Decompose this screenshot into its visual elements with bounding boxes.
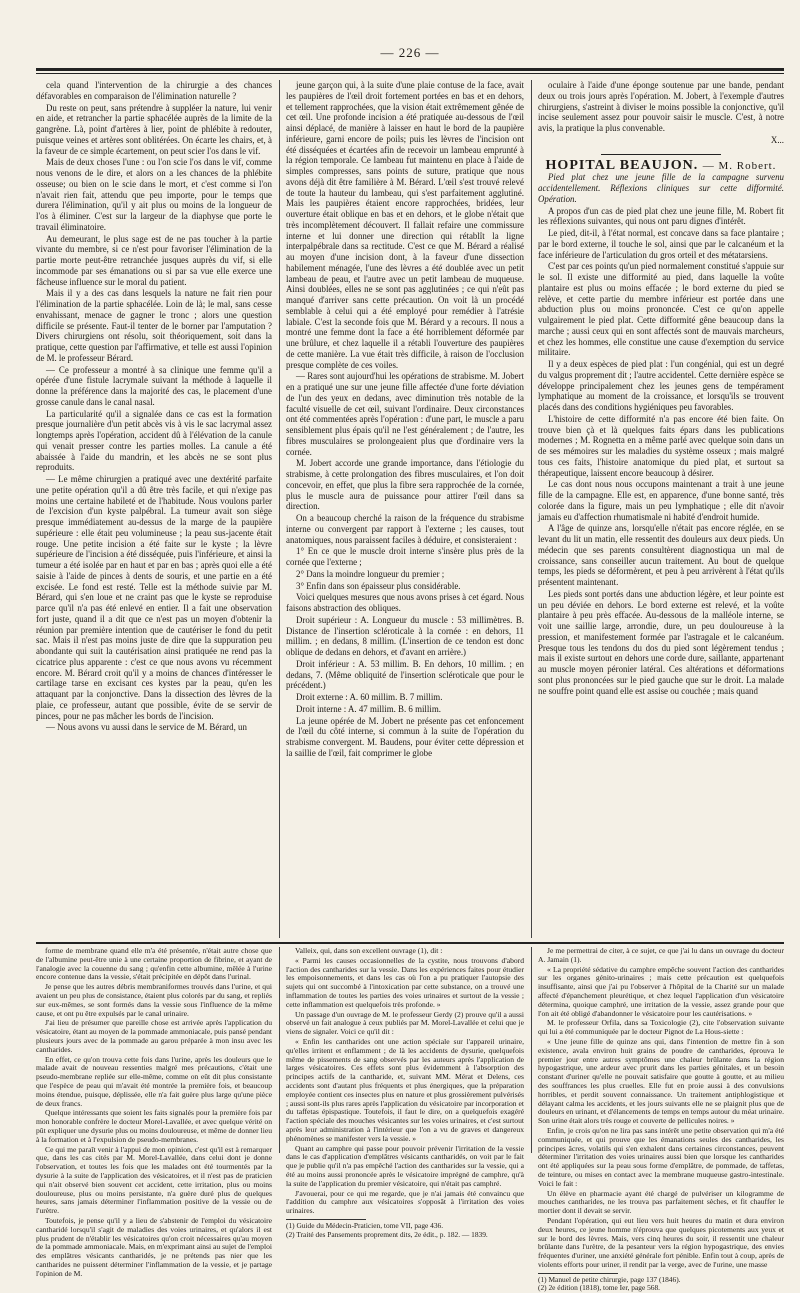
upper-column-1 [36,80,272,938]
paragraph: oculaire à l'aide d'une éponge soutenue par une bande, pendant deux ou trois jours après l'opération. M. Jobert, à l'exemple d'autres chirurgiens, s'astreint à diviser le moins possible la conjonctive, qu'il incise seulement assez pour pouvoir saisir le muscle. C'est, à notre avis, la pratique la plus convenable. [538,80,784,133]
paragraph: Toutefois, je pense qu'il y a lieu de s'abstenir de l'emploi du vésicatoire cantharidé lorsqu'il s'agit de maladies des voies urinaires, et qu'alors il est plus prudent de n'établir les vésicatoires qu'on croit nécessaires qu'au moyen de la pommade ammoniacale. Mais, en m'exprimant ainsi au sujet de l'emploi des emplâtres vésicants cantharidés, je ne prétends pas nier que les cantharides ne puissent déterminer l'inflammation de la vessie, et je partage l'opinion de M. [36,1215,272,1278]
paragraph: L'histoire de cette difformité n'a pas encore été bien faite. On trouve bien çà et là quelques faits épars dans les publications modernes ; M. Rognetta en a même parlé avec quelque soin dans un de ses mémoires sur les maladies du système osseux ; mais malgré tous ces faits, l'histoire anatomique du pied plat, et surtout sa thérapeutique, laissent encore beaucoup à désirer. [538,413,784,478]
paragraph: 3° Enfin dans son épaisseur plus considérable. [296,580,461,591]
paragraph: — Rares sont aujourd'hui les opérations de strabisme. M. Jobert en a pratiqué une sur une jeune fille affectée d'une forte déviation de l'un des yeux en dedans, avec diminution très notable de la faculté visuelle de cet œil, suivant l'ordinaire. Deux circonstances ont été commentées après l'opération : d'une part, le muscle a paru sensiblement plus épais qu'il ne l'est généralement ; de l'autre, les fibres musculaires se prolongeaient plus que d'ordinaire vers la cornée. [286,371,524,457]
column-divider [279,80,280,938]
lower-article-section [36,946,784,1293]
paragraph: M. le professeur Orfila, dans sa Toxicologie (2), cite l'observation suivante qui lui a été communiquée par le docteur Pignot de La Hous-siette : [538,1018,784,1037]
paragraph: Enfin, je crois qu'on ne lira pas sans intérêt une petite observation qui m'a été communiquée, et qui prouve que les émanations seules des cantharides, les principes âcres, volatils qui s'en exhalent dans certaines circonstances, peuvent déterminer l'irritation des voies urinaires aussi bien que lorsque les cantharides ont été appliquées sur la peau sous forme d'emplâtre, de pommade, de taffetas, de teinture, ou mises en contact avec la membrane muqueuse gastro-intestinale. Voici le fait : [538,1125,784,1188]
paragraph: Le cas dont nous nous occupons maintenant a trait à une jeune fille de la campagne. Elle est, en apparence, d'une bonne santé, très colorée dans la figure, mais un peu lymphatique ; elle dit n'avoir jamais eu d'affection rhumatismale ni habité d'endroit humide. [538,479,784,522]
section-heading [538,157,784,173]
page-number: — 226 — [380,45,440,60]
paragraph: Mais il y a des cas dans lesquels la nature ne fait rien pour l'élimination de la partie sphacélée. Loin de là; le mal, sans cesse envahissant, menace de gagner le tronc ; alors une question difficile se présente. Faut-il tenter de le borner par l'amputation ? Divers chirurgiens ont résolu, soit théoriquement, soit dans la pratique, cette question par l'affirmative, et telle est aussi l'opinion de M. le professeur Bérard. [36,288,272,363]
lower-column-2 [286,946,524,1239]
paragraph: Droit interne : A. 47 millim. B. 6 millim. [296,703,441,714]
paragraph: Mais de deux choses l'une : ou l'on scie l'os dans le vif, comme nous venons de le dire, et alors on a les chances de la phlébite osseuse; ou bien on le scie dans le mort, et c'est comme si l'on n'avait rien fait, attendu que peu importe, pour le temps que durera l'élimination, qu'il y ait plus ou moins de la longueur de l'os à éliminer. C'est sur la largeur de la diaphyse que porte le travail éliminatoire. [36,157,272,232]
paragraph: Droit externe : A. 60 millim. B. 7 millim. [296,692,443,702]
paragraph: La jeune opérée de M. Jobert ne présente pas cet enfoncement de l'œil du côté interne, si commun à la suite de l'opération du strabisme convergent. M. Baudens, pour éviter cette dépression et la saillie de l'œil, fait comprimer le globe [286,715,524,758]
paragraph: Un élève en pharmacie ayant été chargé de pulvériser un kilogramme de mouches cantharides, ne les trouva pas parfaitement sèches, et fit chauffer le mortier dont il devait se servir. [538,1188,784,1216]
paragraph: Je me permettrai de citer, à ce sujet, ce que j'ai lu dans un ouvrage du docteur A. Jamain (1). [538,946,784,964]
paragraph: forme de membrane quand elle m'a été présentée, n'était autre chose que de l'albumine peut-être unie à une certaine proportion de fibrine, et ayant de l'analogie avec la couenne du sang ; qu'enfin cette albumine, mêlée à l'urine encore contenue dans la vessie, s'était précipitée en dépôt dans l'urinal. [36,946,272,982]
column-divider [531,80,532,938]
upper-article-section [36,80,784,938]
paragraph: Droit supérieur : A. Longueur du muscle : 53 millimètres. B. Distance de l'insertion scléroticale à la cornée : en dehors, 11 millim. ; en dedans, 8 millim. (L'insertion de ce tendon est donc oblique de dedans en dehors, et d'avant en arrière.) [286,614,524,657]
paragraph: Quelque intéressants que soient les faits signalés pour la première fois par mon honorable confrère le docteur Morel-Lavallée, et avec quelque vérité on pût expliquer une dysurie plus ou moins douloureuse, et même de donner lieu à la formation et à l'expulsion de pseudo-membranes. [36,1108,272,1144]
paragraph: Droit inférieur : A. 53 millim. B. En dehors, 10 millim. ; en dedans, 7. (Même obliquité de l'insertion scléroticale que pour le précédent.) [286,658,524,691]
paragraph: Je pense que les autres débris membraniformes trouvés dans l'urine, et qui avaient un peu plus de consistance, étaient plus colorés par du sang, et repliés sur eux-mêmes, se sont formés dans la vessie sous l'influence de la même cause, et ont pu être expulsés par le canal urinaire. [36,982,272,1018]
paragraph: « Parmi les causes occasionnelles de la cystite, nous trouvons d'abord l'action des cantharides sur la vessie. Dans les expériences faites pour étudier les empoisonnements, et dans les cas où l'on a pu pratiquer l'autopsie des sujets qui ont succombé à l'intoxication par cette substance, on a trouvé une inflammation de toutes les parties des voies urinaires et surtout de la vessie ; cette inflammation est quelquefois très profonde. » [286,955,524,1009]
paragraph: Ce qui me paraît venir à l'appui de mon opinion, c'est qu'il est à remarquer que, dans les cas cités par M. Morel-Lavallée, dans celui dont je donne l'observation, et toutes les fois que les malades ont été tourmentés par la dysurie à la suite de l'application des vésicatoires, et il n'est pas de praticien qui n'ait observé bien souvent cet accident, cette irritation, plus ou moins douloureuse, plus ou moins persistante, n'a guère duré plus de quelques heures, sans jamais déterminer l'inflammation positive de la vessie ou de l'urètre. [36,1144,272,1216]
paragraph: Les pieds sont portés dans une abduction légère, et leur pointe est un peu déviée en dehors. Le bord externe est relevé, et la voûte plantaire à peu près effacée. Au-dessous de la malléole interne, se voit une saillie large, arrondie, dure, un peu douloureuse à la pression, et manifestement formée par l'astragale et le calcanéum. Presque tous les tendons du dos du pied sont légèrement tendus ; mais il existe surtout en dehors une corde dure, saillante, appartenant au muscle moyen péronier latéral. Ces altérations et déformations sont plus prononcées sur le pied gauche que sur le droit. La malade ne souffre point quand elle est assise ou couchée ; mais quand [538,588,784,696]
paragraph: Du reste on peut, sans prétendre à suppléer la nature, lui venir en aide, et retrancher la partie sphacélée auprès de la limite de la gangrène. Là, point d'artères à lier, point de phlébite à redouter, puisque veines et artères sont oblitérées. On écarte les chairs, et, à la faveur de ce simple écartement, on peut scier l'os dans le vif. [36,102,272,156]
column-divider [279,947,280,1153]
paragraph: 2° Dans la moindre longueur du premier ; [296,568,445,579]
paragraph: J'avouerai, pour ce qui me regarde, que je n'ai jamais été convaincu que l'addition du camphre aux vésicatoires s'opposât à l'irritation des voies urinaires. [286,1188,524,1216]
paragraph: « La propriété sédative du camphre empêche souvent l'action des cantharides sur les organes génito-urinaires ; mais cette précaution est quelquefois insuffisante, ainsi que j'ai pu l'observer à l'hôpital de la Charité sur un malade affecté d'épanchement pleurétique, et chez lequel l'application d'un vésicatoire détermina, quoique camphré, une irritation de la vessie, assez grande pour que l'on ait été obligé d'abandonner le vésicatoire pour les cautérisations. » [538,964,784,1018]
heading-author: — M. Robert. [702,159,777,172]
header-rule-thin [36,73,784,74]
footnote-rule [538,1273,618,1274]
paragraph: cela quand l'intervention de la chirurgie a des chances défavorables en comparaison de l'élimination naturelle ? [36,80,272,101]
paragraph: A propos d'un cas de pied plat chez une jeune fille, M. Robert fit les réflexions suivantes, qui nous ont paru dignes d'intérêt. [538,205,784,227]
paragraph: Il y a deux espèces de pied plat : l'un congénial, qui est un degré du valgus proprement dit ; l'autre accidentel. Cette dernière espèce se développe principalement chez les jeunes gens de tempérament lymphatique au moment de la croissance, et lorsqu'ils se trouvent placés dans des conditions hygiéniques peu favorables. [538,359,784,412]
paragraph: jeune garçon qui, à la suite d'une plaie contuse de la face, avait les paupières de l'œil droit fortement portées en bas et en dehors, et tellement rapprochées, que la vision était extrêmement gênée de cet œil. Une profonde incision a été pratiquée au-dessous de l'œil ainsi déplacé, de manière à laisser en haut le bord de la paupière inférieure, garni encore de poils; puis les lèvres de l'incision ont été disséquées et écartées afin de recevoir un lambeau emprunté à la région temporale. Ce lambeau fut maintenu en place à l'aide de simples compresses, sans points de suture, pratique que nous avons déjà dit être familière à M. Bérard. L'œil s'est trouvé relevé de toute la hauteur du lambeau, qui s'est parfaitement agglutiné. Mais les paupières étaient encore rapprochées, bridées, leur ouverture était oblique en bas et en dehors, et le globe n'était que très incomplètement découvert. Il fallait refaire une commissure interne et lui donner une direction qui rétablît la ligne interpalpébrale dans sa rectitude. C'est ce que M. Bérard a réalisé au moyen d'une incision dont, à la faveur d'une dissection habilement ménagée, l'une des lèvres a été doublée avec un petit lambeau de peau, et l'autre avec un petit lambeau de muqueuse. Ainsi doublées, elles ne se sont pas agglutinées ; ce qui n'eût pas manqué d'arriver sans cette précaution. On voit là un procédé semblable à celui qui a été employé pour remédier à l'atrésie labiale. C'est la seconde fois que M. Bérard y a recours. Il nous a montré une femme dont la face a été horriblement déformée par une brûlure, et chez laquelle il a rétabli l'ouverture des paupières de cette manière. La vue était très difficile, à raison de l'occlusion presque complète de ces voiles. [286,80,524,370]
paragraph: C'est par ces points qu'un pied normalement constitué s'appuie sur le sol. Il existe une difformité au pied, dans laquelle la voûte plantaire est plus ou moins effacée ; le bord externe du pied se relève, et cette partie du membre inférieur est portée dans une abduction plus ou moins prononcée. C'est ce qu'on appelle vulgairement le pied plat. Cette difformité gêne beaucoup dans la marche ; aussi ceux qui en sont affectés sont de mauvais marcheurs, et chez les hommes, elle constitue une cause d'exemption du service militaire. [538,261,784,358]
paragraph: — Le même chirurgien a pratiqué avec une dextérité parfaite une petite opération qu'il a dû être très facile, et qui n'exige pas moins une certaine habileté et de l'habitude. Nous voulons parler de l'excision d'un kyste palpébral. La tumeur avait son siège presque immédiatement au-dessus de la marge de la paupière supérieure : elle était peu volumineuse ; la peau sus-jacente était rouge. Une petite incision a été faite sur le kyste ; la lèvre supérieure de l'incision a été disséquée, puis l'inférieure, et ainsi la tumeur a été isolée par en haut et par en bas ; après quoi elle a été saisie à l'aide de pinces à dents de souris, et une partie en a été excisée. Le fond est resté. Telle est la méthode suivie par M. Bérard, qui s'en loue et ne craint pas que le kyste se reproduise parce qu'il n'a pas été enlevé en entier. Il a fait une observation fort juste, quand il a dit que ce n'est pas un moyen d'obtenir la réunion par première intention que de cautériser le fond du petit sac. Mais il n'est pas moins juste de dire que la suppuration peu abondante qui suit la cautérisation ainsi pratiquée ne rend pas la cicatrice plus apparente : c'est ce que nous avons vu récemment encore. M. Bérard croit qu'il y a moins de chances d'intéresser le cartilage tarse en excisant ces kystes par la peau, qu'en les attaquant par la conjonctive. Dans la dissection des lèvres de la plaie, ce professeur, autant que possible, évite de se servir de pinces, pour ne pas mâcher les bords de l'incision. [36,474,272,721]
paragraph: Valleix, qui, dans son excellent ouvrage (1), dit : [295,946,443,955]
lower-column-3 [538,946,784,1293]
paragraph: J'ai lieu de présumer que pareille chose est arrivée après l'application du vésicatoire, étant au moyen de la pommade ammoniacale, puis pansé pendant plusieurs jours avec de la pommade au garou préparée à mon insu avec les cantharides. [36,1018,272,1054]
footnote: (2) Traité des Pansements proprement dits, 2e édit., p. 182. — 1839. [286,1229,488,1239]
paragraph: A l'âge de quinze ans, lorsqu'elle n'était pas encore réglée, en se levant du lit un matin, elle ressentit des douleurs aux deux pieds. Un médecin que ses parents consultèrent diagnostiqua un mal de croissance, sans conseiller aucun traitement. Au bout de quelque temps, les pieds se déformèrent, et peu à peu arrivèrent à l'état qu'ils présentent maintenant. [538,523,784,587]
paragraph: — Nous avons vu aussi dans le service de M. Bérard, un [46,722,247,733]
upper-column-2 [286,80,524,938]
upper-column-3 [538,80,784,938]
lower-column-1 [36,946,272,1278]
paragraph: Quant au camphre qui passe pour pouvoir prévenir l'irritation de la vessie dans le cas d'application d'emplâtres vésicants cantharidés, on voit par le fait que je publie qu'il n'a pas empêché l'action des cantharides sur la vessie, qui a été au moins aussi prononcée après le vésicatoire imprégné de camphre, qu'à la suite de l'application du premier vésicatoire, qui n'était pas camphré. [286,1143,524,1188]
header-rule-thick [36,68,784,71]
paragraph: Au demeurant, le plus sage est de ne pas toucher à la partie vivante du membre, si ce n'est pour favoriser l'élimination de la partie morte peut-être retranchée jusques auprès du vif, si elle incommode par ses émanations ou si par sa vue elle exerce une fâcheuse influence sur le moral du patient. [36,233,272,287]
paragraph: « Enfin les cantharides ont une action spéciale sur l'appareil urinaire, qu'elles irritent et enflamment ; de là les accidents de dysurie, quelquefois même de pissements de sang observés par les auteurs après l'application de larges vésicatoires. Ces effets sont plus évidemment à l'absorption des principes actifs de la cantharide, et, suivant MM. Mérat et Delens, ces accidents sont d'autant plus fréquents et plus énergiques, que la préparation employée contient ces insectes plus en nature et plus grossièrement pulvérisés ; aussi sont-ils plus rares après l'application du vésicatoire par incorporation et du taffetas épispastique. Toutefois, il faut le dire, on a quelquefois exagéré l'action spéciale des mouches vésicantes sur les voies urinaires, et c'est surtout après leur administration à l'intérieur que l'on a vu de graves et dangereux phénomènes se manifester vers la vessie. » [286,1036,524,1143]
paragraph: Voici quelques mesures que nous avons prises à cet égard. Nous faisons abstraction des obliques. [286,592,524,613]
hospital-name: HOPITAL BEAUJON. [545,157,699,173]
paragraph: « Une jeune fille de quinze ans qui, dans l'intention de mettre fin à son existence, avala environ huit grains de poudre de cantharides, éprouva le premier jour entre autres symptômes une chaleur brûlante dans la région hypogastrique, une ardeur avec prurit dans les parties génitales, et un besoin constant d'uriner qu'elle ne pouvait satisfaire que goutte à goutte, et au milieu des souffrances les plus cruelles. Elle fut en proie aussi à des convulsions horribles, et perdit souvent connaissance. Un traitement antiphlogistique et délayant calma les accidents, et les jours suivants elle ne se plaignit plus que de douleurs en urinant, et d'élancements de temps en temps autour du méat urinaire. Son urine était alors très rouge et couverte de pellicules noires. » [538,1036,784,1126]
paragraph: On a beaucoup cherché la raison de la fréquence du strabisme interne ou convergent par rapport à l'externe ; les causes, tout anatomiques, nous paraissent faciles à déduire, et consisteraient : [286,513,524,545]
section-separator-rule [36,942,784,944]
paragraph: La particularité qu'il a signalée dans ce cas est la formation presque journalière d'un petit abcès vis à vis le sac lacrymal assez longtemps après l'opération, accident dû à l'élévation de la canule qui venait presser contre les parties molles. La canule a été abaissée à l'aide du mandrin, et les abcès ne se sont plus reproduits. [36,408,272,473]
paragraph: 1° En ce que le muscle droit interne s'insère plus près de la cornée que l'externe ; [286,546,524,567]
footnote: (1) Guide du Médecin-Praticien, tome VII, page 436. [286,1220,444,1230]
author-signoff: X... [770,134,784,145]
paragraph: Un passage d'un ouvrage de M. le professeur Gerdy (2) prouve qu'il a aussi observé un fait analogue à ceux publiés par M. Morel-Lavallée et celui que je viens de signaler. Voici ce qu'il dit : [286,1009,524,1037]
case-title: Pied plat chez une jeune fille de la campagne survenu accidentellement. Réflexions cliniques sur cette difformité. Opération. [538,172,784,204]
paragraph: M. Jobert accorde une grande importance, dans l'étiologie du strabisme, à cette prolongation des fibres musculaires, et l'on doit concevoir, en effet, que plus la fibre sera rapprochée de la cornée, plus le muscle aura de puissance pour attirer l'œil dans sa direction. [286,458,524,512]
paragraph: Le pied, dit-il, à l'état normal, est concave dans sa face plantaire ; par le bord externe, il touche le sol, ainsi que par le calcanéum et la face inférieure de l'articulation du gros orteil et des métatarsiens. [538,228,784,260]
footnote: (2) 2e édition (1818), tome Ier, page 568. [538,1283,661,1293]
footnote: (1) Manuel de petite chirurgie, page 137 (1846). [538,1274,681,1284]
column-divider [531,947,532,1153]
journal-page [36,0,784,1293]
section-divider [601,154,721,155]
paragraph: Pendant l'opération, qui eut lieu vers huit heures du matin et dura environ deux heures, ce jeune homme n'éprouva que quelques picotements aux yeux et sur le bord des lèvres. Mais, vers cinq heures du soir, il ressentit une chaleur brûlante dans l'urètre, de la pesanteur vers la région hypogastrique, des envies fréquentes d'uriner, une anxiété générale fort pénible. Enfin tout à coup, après de violents efforts pour uriner, il rendit par la verge, avec de l'urine, une masse [538,1215,784,1269]
paragraph: En effet, ce qu'on trouva cette fois dans l'urine, après les douleurs que le malade avait de nouveau ressenties malgré mes précautions, c'était une pseudo-membrane repliée sur elle-même, comme on eût dit plus consistante que l'espèce de peau qui m'avait été montrée la première fois, et beaucoup moins étendue, puisque, déplissée, elle n'a fait guère plus large qu'une pièce de deux francs. [36,1054,272,1108]
paragraph: — Ce professeur a montré à sa clinique une femme qu'il a opérée d'une fistule lacrymale suivant la méthode à laquelle il donne la préférence dans la majorité des cas, le placement d'une grosse canule dans le canal nasal. [36,364,272,407]
footnote-rule [286,1219,366,1220]
